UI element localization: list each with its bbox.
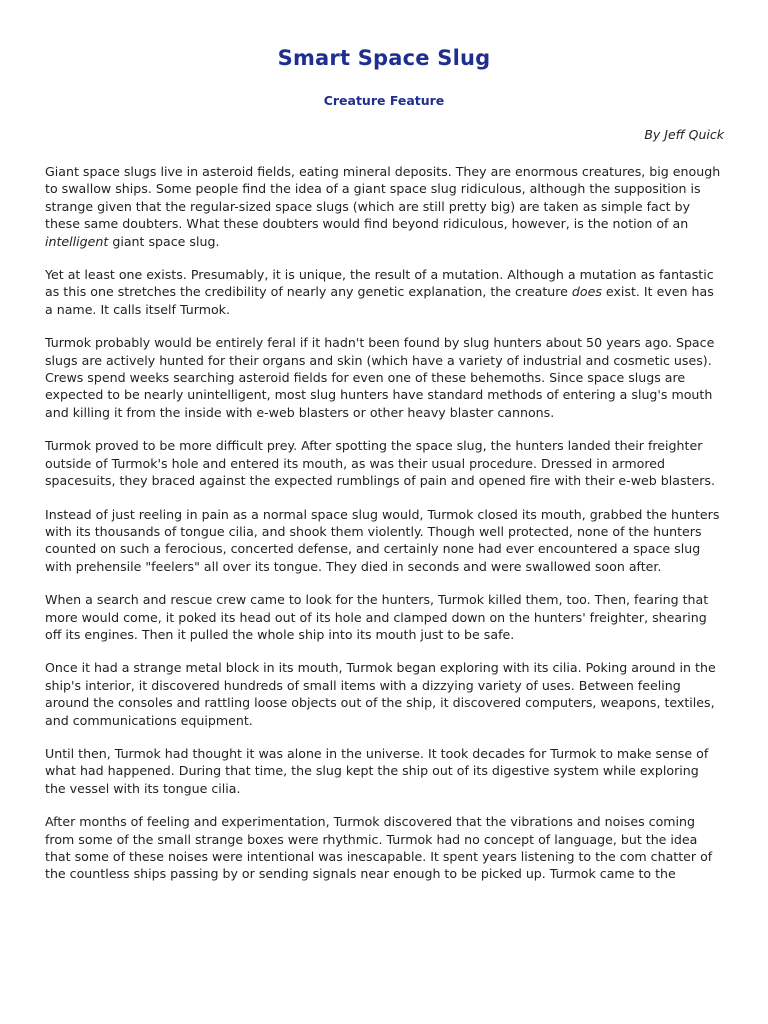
paragraph-4: Turmok proved to be more difficult prey. After spotting the space slug, the hunters landed their freighter outside of Turmok's hole and entered its mouth, as was their usual procedure. Dressed in armored spacesuits, they braced against the expected rumblings of pain and opened fire with their e-web blasters. (45, 438, 715, 489)
paragraph-6: When a search and rescue crew came to look for the hunters, Turmok killed them, too. Then, fearing that more would come, it poked its head out of its hole and clamped down on the hunters' freighter, shearing off its engines. Then it pulled the whole ship into its mouth just to be safe. (45, 592, 709, 642)
paragraph-2: Yet at least one exists. Presumably, it is unique, the result of a mutation. Although a mutation as fantastic as this one stretches the credibility of nearly any genetic explanation, the creature does exist. It even has a name. It calls itself Turmok. (45, 267, 714, 317)
article-body (45, 163, 723, 899)
paragraph-7: Once it had a strange metal block in its mouth, Turmok began exploring with its cilia. Poking around in the ship's interior, it discovered hundreds of small items with a dizzying variety of uses. Between feeling around the consoles and rattling loose objects out of the ship, it discovered computers, weapons, textiles, and communications equipment. (45, 660, 716, 728)
paragraph-3: Turmok probably would be entirely feral if it hadn't been found by slug hunters about 50 years ago. Space slugs are actively hunted for their organs and skin (which have a variety of industrial and cosmetic uses). Crews spend weeks searching asteroid fields for even one of these behemoths. Since space slugs are expected to be nearly unintelligent, most slug hunters have standard methods of entering a slug's mouth and killing it from the inside with e-web blasters or other heavy blaster cannons. (45, 335, 715, 420)
author-byline: By Jeff Quick (644, 127, 724, 142)
paragraph-9: After months of feeling and experimentation, Turmok discovered that the vibrations and noises coming from some of the small strange boxes were rhythmic. Turmok had no concept of language, but the idea that some of these noises were intentional was inescapable. It spent years listening to the com chatter of the countless ships passing by or sending signals near enough to be picked up. Turmok came to the (45, 814, 713, 882)
document-subtitle: Creature Feature (323, 93, 445, 108)
emphasis-text: does (571, 284, 602, 300)
document-title: Smart Space Slug (277, 46, 491, 70)
paragraph-1: Giant space slugs live in asteroid fields, eating mineral deposits. They are enormous creatures, big enough to swallow ships. Some people find the idea of a giant space slug ridiculous, although the supposition is strange given that the regular-sized space slugs (which are still pretty big) are taken as simple fact by these same doubters. What these doubters would find beyond ridiculous, however, is the notion of an intelligent giant space slug. (45, 164, 721, 249)
emphasis-text: intelligent (45, 233, 109, 249)
paragraph-8: Until then, Turmok had thought it was alone in the universe. It took decades for Turmok to make sense of what had happened. During that time, the slug kept the ship out of its digestive system while exploring the vessel with its tongue cilia. (45, 745, 709, 796)
paragraph-5: Instead of just reeling in pain as a normal space slug would, Turmok closed its mouth, grabbed the hunters with its thousands of tongue cilia, and shook them violently. Though well protected, none of the hunters counted on such a ferocious, concerted defense, and certainly none had ever encountered a space slug with prehensile "feelers" all over its tongue. They died in seconds and were swallowed soon after. (45, 506, 720, 574)
